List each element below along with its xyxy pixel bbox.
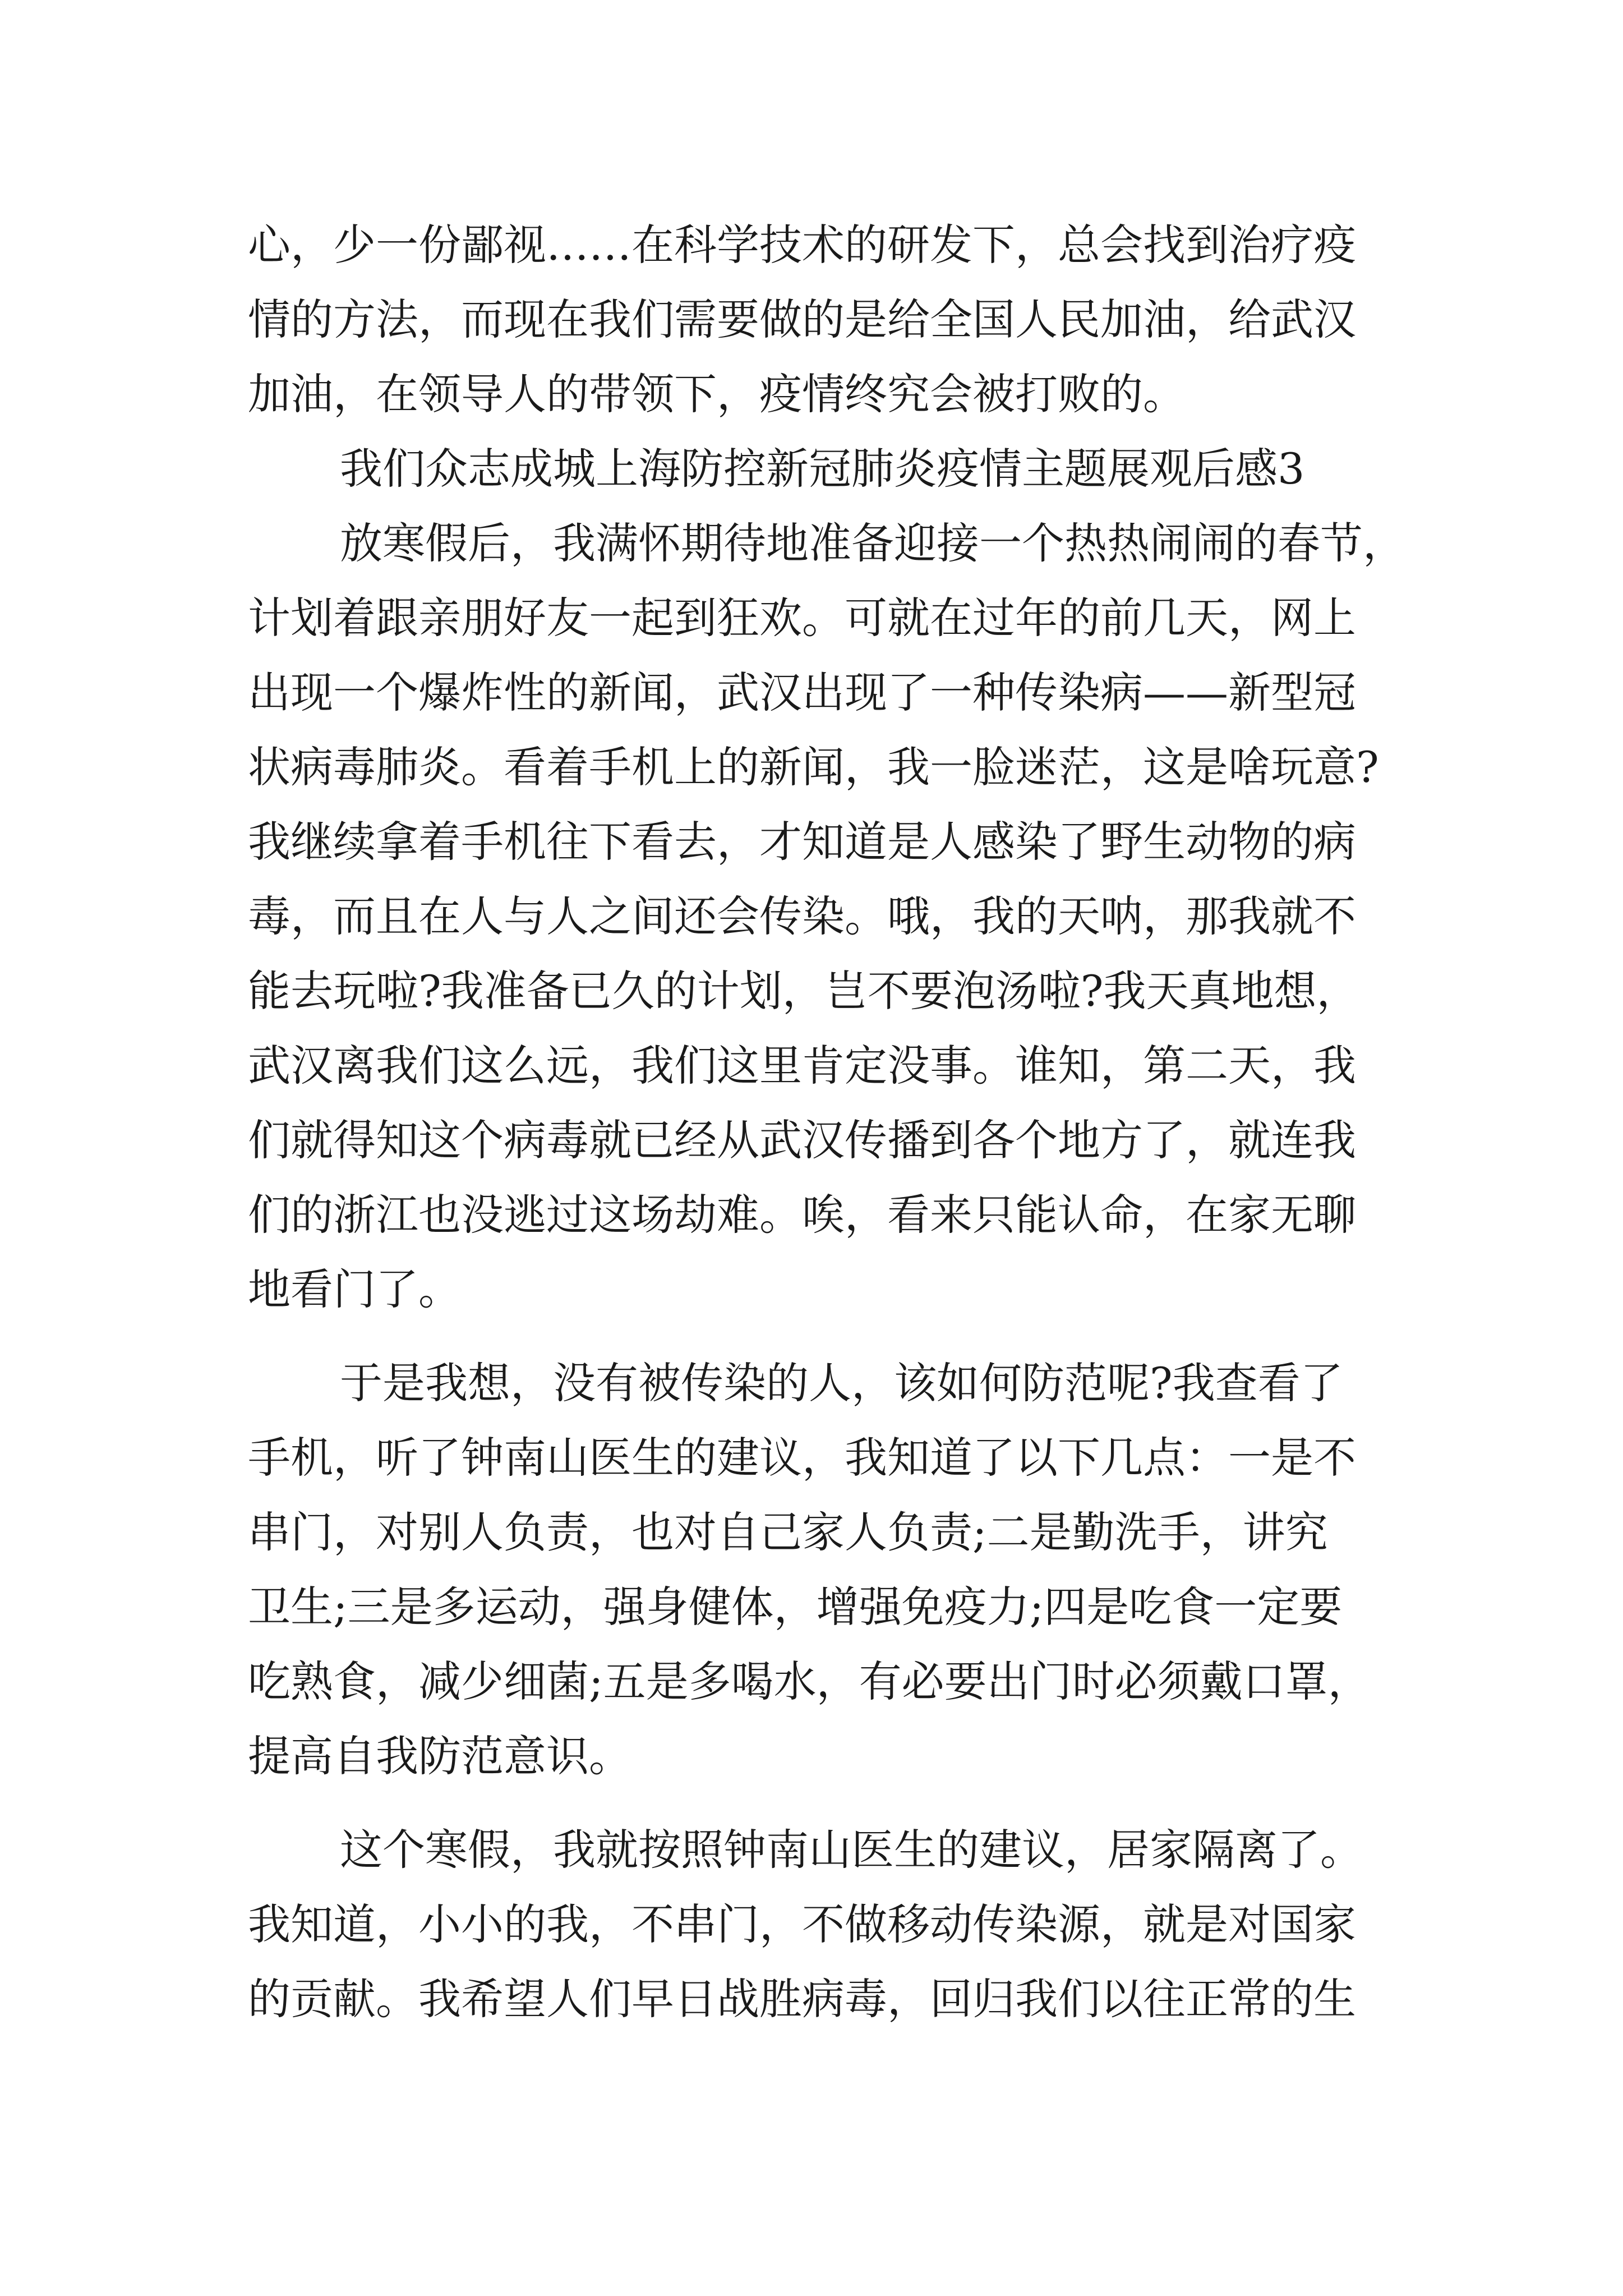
paragraph-prevention: 于是我想，没有被传染的人，该如何防范呢?我查看了 手机，听了钟南山医生的建议，我知道了以下几点：一是不 串门，对别人负责，也对自己家人负责;二是勤洗手，讲究 卫生;三是多运动，强身健体，增强免疫力;四是吃食一定要 吃熟食，减少细菌;五是多喝水，有必要出门时必须戴口罩， 提高自我防范意识。: [248, 1358, 1371, 1781]
paragraph-home-isolation: 这个寒假，我就按照钟南山医生的建议，居家隔离了。 我知道，小小的我，不串门，不做移动传染源，就是对国家 的贡献。我希望人们早日战胜病毒，回归我们以往正常的生: [248, 1825, 1363, 2024]
paragraph-continuation: 心，少一份鄙视……在科学技术的研发下，总会找到治疗疫 情的方法，而现在我们需要做的是给全国人民加油，给武汉 加油，在领导人的带领下，疫情终究会被打败的。: [248, 220, 1356, 419]
section-heading: 我们众志成城上海防控新冠肺炎疫情主题展观后感3: [340, 444, 1305, 494]
document-body: [248, 208, 1414, 2036]
paragraph-winter-break: 放寒假后，我满怀期待地准备迎接一个热热闹闹的春节， 计划着跟亲朋好友一起到狂欢。可就在过年的前几天，网上 出现一个爆炸性的新闻，武汉出现了一种传染病——新型冠 状病毒肺炎。看着手机上的新闻，我一脸迷茫，这是啥玩意? 我继续拿着手机往下看去，才知道是人感染了野生动物的病 毒，而且在人与人之间还会传染。哦，我的天呐，那我就不 能去玩啦?我准备已久的计划，岂不要泡汤啦?我天真地想， 武汉离我们这么远，我们这里肯定没事。谁知，第二天，我 们就得知这个病毒就已经从武汉传播到各个地方了，就连我 们的浙江也没逃过这场劫难。唉，看来只能认命，在家无聊 地看门了。: [248, 518, 1405, 1314]
